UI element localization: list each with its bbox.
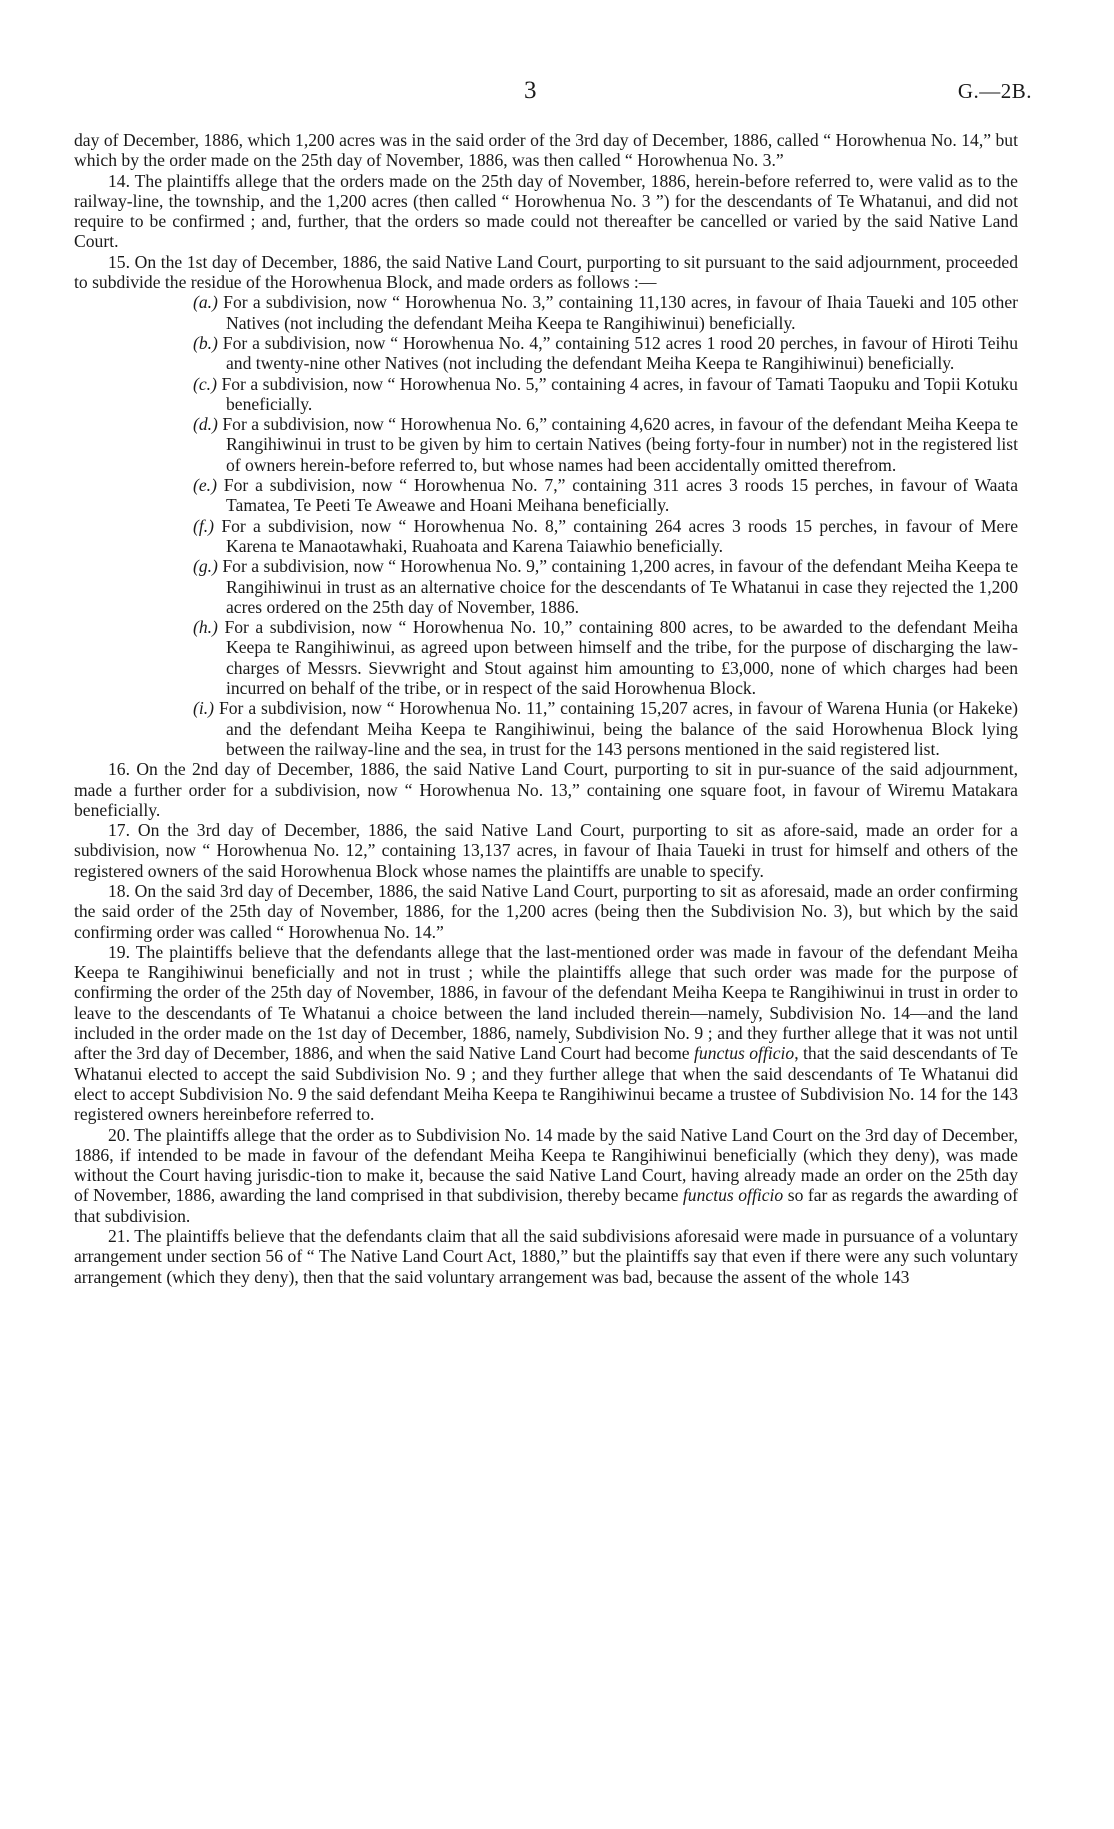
paragraph-20-text-end: so far as regards the awarding of that subdivision.: [74, 1185, 1018, 1226]
page-number: 3: [524, 77, 537, 104]
page-header: [74, 0, 1032, 130]
paragraph-20-text: 20. The plaintiffs allege that the order as to Subdivision No. 14 made by the said Native Land Court on the 3rd day of December, 1886, if intended to be made in favour of the defendant Meiha Keepa te Rangihiwinui beneficially (which they deny), was made without the Court having jurisdic-tion to make it, because the said Native Land Court, having already made an order on the 25th day of November, 1886, awarding the land comprised in that subdivision, thereby became: [74, 1124, 1018, 1206]
document-reference: G.—2B.: [957, 79, 1032, 103]
subdivision-label: (h.): [193, 617, 218, 638]
paragraph-15: 15. On the 1st day of December, 1886, the said Native Land Court, purporting to sit pursuant to the said adjournment, proceeded to subdivide the residue of the Horowhenua Block, and made orders as follows :—: [74, 251, 1018, 293]
subdivision-text: For a subdivision, now “ Horowhenua No. 9,” containing 1,200 acres, in favour of the defendant Meiha Keepa te Rangihiwinui in trust as an alternative choice for the descendants of Te Whatanui in case they rejected the 1,200 acres ordered on the 25th day of November, 1886.: [222, 556, 1018, 617]
paragraph-19-text: 19. The plaintiffs believe that the defendants allege that the last-mentioned order was made in favour of the defendant Meiha Keepa te Rangihiwinui beneficially and not in trust ; while the plaintiffs allege that such order was made for the purpose of confirming the order of the 25th day of November, 1886, in favour of the defendant Meiha Keepa te Rangihiwinui in trust in order to leave to the descendants of Te Whatanui a choice between the land included therein—namely, Subdivision No. 14—and the land included in the order made on the 1st day of December, 1886, namely, Subdivision No. 9 ; and they further allege that it was not until after the 3rd day of December, 1886, and when the said Native Land Court had become: [74, 941, 1018, 1064]
subdivision-label: (e.): [193, 475, 217, 496]
subdivision-item: [74, 516, 1018, 557]
paragraph-19: [74, 942, 1018, 1125]
paragraph-16: 16. On the 2nd day of December, 1886, the said Native Land Court, purporting to sit in pur-suance of the said adjournment, made a further order for a subdivision, now “ Horowhenua No. 13,” containing one square foot, in favour of Wiremu Matakara beneficially.: [74, 759, 1018, 820]
paragraph-14: 14. The plaintiffs allege that the orders made on the 25th day of November, 1886, herein-before referred to, were valid as to the railway-line, the township, and the 1,200 acres (then called “ Horowhenua No. 3 ”) for the descendants of Te Whatanui, and did not require to be confirmed ; and, further, that the orders so made could not thereafter be cancelled or varied by the said Native Land Court.: [74, 170, 1018, 252]
paragraph-21: 21. The plaintiffs believe that the defendants claim that all the said subdivisions aforesaid were made in pursuance of a voluntary arrangement under section 56 of “ The Native Land Court Act, 1880,” but the plaintiffs say that even if there were any such voluntary arrangement (which they deny), then that the said voluntary arrangement was bad, because the assent of the whole 143: [74, 1226, 1018, 1287]
subdivision-item: [74, 475, 1018, 516]
subdivision-item: [74, 333, 1018, 374]
paragraph-20-latin-term: functus officio: [682, 1185, 784, 1206]
document-body: [74, 130, 1018, 1287]
subdivision-label: (a.): [193, 292, 218, 313]
subdivision-text: For a subdivision, now “ Horowhenua No. 5,” containing 4 acres, in favour of Tamati Taopuku and Topii Kotuku beneficially.: [221, 373, 1018, 414]
paragraph-20: [74, 1125, 1018, 1226]
paragraph-19-text-end: , that the said descendants of Te Whatanui elected to accept the said Subdivision No. 9 ; and they further allege that when the said descendants of Te Whatanui did elect to accept Subdivision No. 9 the said defendant Meiha Keepa te Rangihiwinui became a trustee of Subdivision No. 14 for the 143 registered owners hereinbefore referred to.: [74, 1043, 1018, 1125]
paragraph-18: 18. On the said 3rd day of December, 1886, the said Native Land Court, purporting to sit as aforesaid, made an order confirming the said order of the 25th day of November, 1886, for the 1,200 acres (being then the Subdivision No. 3), but which by the said confirming order was called “ Horowhenua No. 14.”: [74, 880, 1018, 942]
subdivision-label: (b.): [193, 332, 218, 353]
subdivision-item: [74, 556, 1018, 617]
subdivision-label: (f.): [193, 515, 215, 536]
subdivision-text: For a subdivision, now “ Horowhenua No. 11,” containing 15,207 acres, in favour of Warena Hunia (or Hakeke) and the defendant Meiha Keepa te Rangihiwinui, being the balance of the said Horowhenua Block lying between the railway-line and the sea, in trust for the 143 persons mentioned in the said registered list.: [218, 698, 1018, 759]
paragraph-17: 17. On the 3rd day of December, 1886, the said Native Land Court, purporting to sit as afore-said, made an order for a subdivision, now “ Horowhenua No. 12,” containing 13,137 acres, in favour of Ihaia Taueki in trust for himself and others of the registered owners of the said Horowhenua Block whose names the plaintiffs are unable to specify.: [74, 820, 1018, 881]
subdivision-text: For a subdivision, now “ Horowhenua No. 4,” containing 512 acres 1 rood 20 perches, in favour of Hiroti Teihu and twenty-nine other Natives (not including the defendant Meiha Keepa te Rangihiwinui) beneficially.: [222, 332, 1018, 374]
document-page: [74, 0, 1032, 1287]
subdivision-label: (c.): [193, 373, 217, 394]
paragraph-continued: day of December, 1886, which 1,200 acres was in the said order of the 3rd day of December, 1886, called “ Horowhenua No. 14,” but which by the order made on the 25th day of November, 1886, was then called “ Horowhenua No. 3.”: [74, 130, 1018, 171]
subdivision-text: For a subdivision, now “ Horowhenua No. 3,” containing 11,130 acres, in favour of Ihaia Taueki and 105 other Natives (not including the defendant Meiha Keepa te Rangihiwinui) beneficially.: [223, 292, 1018, 333]
subdivision-label: (g.): [193, 556, 218, 577]
subdivision-label: (i.): [193, 698, 215, 719]
subdivision-text: For a subdivision, now “ Horowhenua No. 8,” containing 264 acres 3 roods 15 perches, in favour of Mere Karena te Manaotawhaki, Ruahoata and Karena Taiawhio beneficially.: [221, 515, 1018, 556]
subdivision-item: [74, 292, 1018, 333]
subdivision-text: For a subdivision, now “ Horowhenua No. 10,” containing 800 acres, to be awarded to the defendant Meiha Keepa te Rangihiwinui, as agreed upon between himself and the tribe, for the purpose of discharging the law-charges of Messrs. Sievwright and Stout against him amounting to £3,000, none of which charges had been incurred on behalf of the tribe, or in respect of the said Horowhenua Block.: [224, 617, 1019, 699]
subdivision-item: [74, 698, 1018, 759]
subdivision-list: [74, 292, 1018, 759]
subdivision-label: (d.): [193, 414, 218, 435]
subdivision-item: [74, 414, 1018, 475]
subdivision-item: [74, 617, 1018, 698]
subdivision-item: [74, 374, 1018, 415]
subdivision-text: For a subdivision, now “ Horowhenua No. 6,” containing 4,620 acres, in favour of the defendant Meiha Keepa te Rangihiwinui in trust to be given by him to certain Natives (being forty-four in number) not in the registered list of owners herein-before referred to, but whose names had been accidentally omitted therefrom.: [222, 414, 1018, 475]
subdivision-text: For a subdivision, now “ Horowhenua No. 7,” containing 311 acres 3 roods 15 perches, in favour of Waata Tamatea, Te Peeti Te Aweawe and Hoani Meihana beneficially.: [223, 475, 1018, 516]
paragraph-19-latin-term: functus officio: [694, 1043, 795, 1064]
